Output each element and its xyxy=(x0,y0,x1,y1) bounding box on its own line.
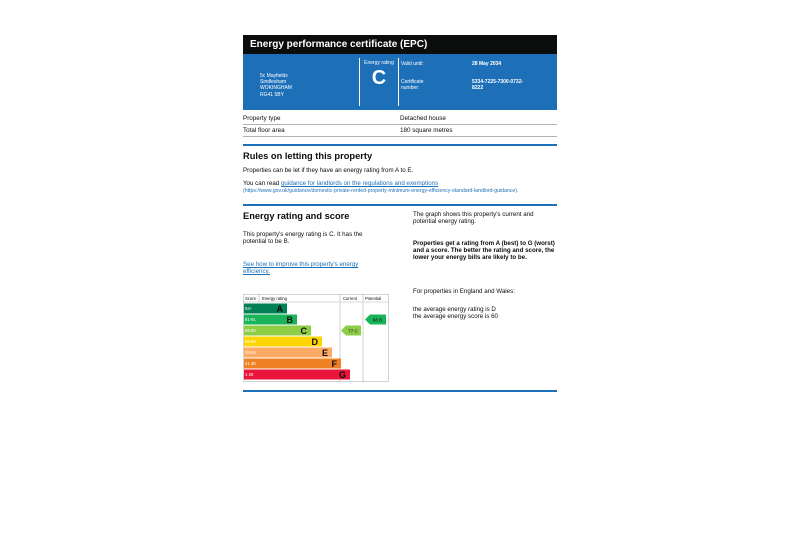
energy-rating-letter: C xyxy=(371,67,387,89)
address-line: WOKINGHAM xyxy=(260,85,292,92)
improve-efficiency-link[interactable]: See how to improve this property's energy efficiency. xyxy=(243,260,359,276)
certificate-label: Certificate number: xyxy=(401,79,424,92)
band-letter-b: B xyxy=(286,314,293,325)
letting-heading: Rules on letting this property xyxy=(243,151,373,161)
epc-page xyxy=(243,35,557,392)
band-score-a: 92+ xyxy=(245,305,253,311)
band-score-g: 1-20 xyxy=(245,371,254,377)
rating-band-e xyxy=(244,347,332,357)
energy-rating-label: Energy rating xyxy=(364,60,394,66)
band-letter-f: F xyxy=(331,358,337,369)
section-divider xyxy=(243,390,557,392)
average-score: the average energy score is 60 xyxy=(413,312,498,320)
band-letter-c: C xyxy=(300,325,307,336)
england-wales-label: For properties in England and Wales: xyxy=(413,287,515,295)
letting-guidance-prefix: You can read xyxy=(243,180,281,188)
current-rating-label: 77 C xyxy=(348,328,358,334)
rating-explanation: Properties get a rating from A (best) to G (worst) and a score. The better the rating and score, the lower your energy bills are likely to be. xyxy=(413,239,555,262)
band-score-d: 55-68 xyxy=(245,338,256,344)
rating-band-f xyxy=(244,358,341,368)
property-type-label: Property type xyxy=(243,115,281,122)
energy-section xyxy=(243,206,557,392)
address-line: RG41 5BY xyxy=(260,91,284,98)
section-divider xyxy=(243,144,557,146)
band-letter-d: D xyxy=(311,336,318,347)
header-energy-rating: Energy rating xyxy=(262,295,287,301)
property-type-row xyxy=(243,113,557,125)
property-type-value: Detached house xyxy=(400,115,446,122)
header-current: Current xyxy=(343,295,357,301)
page-title: Energy performance certificate (EPC) xyxy=(243,35,557,54)
certificate-value: 5334-7225-7300-0732-8222 xyxy=(472,79,524,92)
guidance-link[interactable]: guidance for landlords on the regulations and exemptions xyxy=(280,180,439,188)
floor-area-row xyxy=(243,125,557,137)
band-score-b: 81-91 xyxy=(245,316,256,322)
valid-until-label: Valid until: xyxy=(401,61,424,67)
divider xyxy=(398,58,399,106)
rating-band-g xyxy=(244,369,350,379)
energy-heading: Energy rating and score xyxy=(243,210,350,221)
graph-description: The graph shows this property's current and potential energy rating. xyxy=(413,210,534,226)
header-potential: Potential xyxy=(365,295,382,301)
potential-rating-label: 88 B xyxy=(372,317,383,323)
band-letter-e: E xyxy=(321,347,328,358)
letting-para: Properties can be let if they have an energy rating from A to E. xyxy=(243,167,414,174)
energy-rating-chart xyxy=(243,294,389,382)
summary-panel xyxy=(243,54,557,110)
band-score-c: 69-80 xyxy=(245,327,256,333)
band-score-f: 21-38 xyxy=(245,360,256,366)
address-line: Sindlesham xyxy=(260,79,287,86)
energy-para: This property's energy rating is C. It has the potential to be B. xyxy=(243,230,363,246)
band-letter-a: A xyxy=(276,303,283,314)
header-score: Score xyxy=(245,295,256,301)
valid-until-value: 28 May 2034 xyxy=(472,61,502,67)
letting-guidance xyxy=(243,180,557,187)
band-score-e: 39-54 xyxy=(245,349,256,355)
band-letter-g: G xyxy=(338,369,346,380)
average-rating: the average energy rating is D xyxy=(413,305,496,313)
energy-rating-box xyxy=(360,54,398,110)
floor-area-value: 180 square metres xyxy=(400,127,453,134)
address-line: 5c Mayfields xyxy=(260,73,288,79)
guidance-url: (https://www.gov.uk/guidance/domestic-private-rented-property-minimum-energy-efficiency-standard-landlord-guidance). xyxy=(243,187,519,194)
address xyxy=(260,73,292,98)
floor-area-label: Total floor area xyxy=(243,127,285,134)
